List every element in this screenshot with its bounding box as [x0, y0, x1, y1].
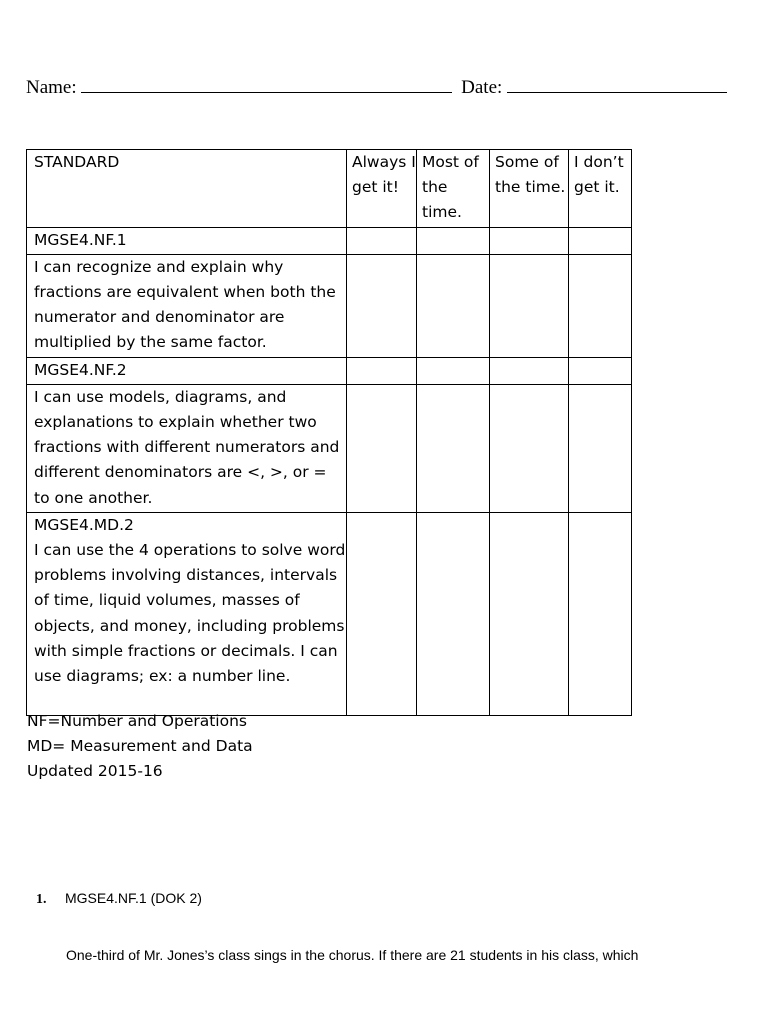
header-standard: STANDARD — [27, 150, 347, 228]
standard-statement-row — [27, 254, 632, 357]
date-label: Date: — [461, 77, 503, 98]
standard-code: MGSE4.MD.2 — [34, 515, 134, 534]
standard-code: MGSE4.NF.1 — [27, 227, 347, 254]
standard-cell — [27, 512, 347, 715]
question-number: 1. — [36, 892, 47, 907]
self-assessment-table — [26, 149, 632, 716]
rating-cell[interactable] — [347, 384, 417, 512]
standard-statement: I can use the 4 operations to solve word problems involving distances, intervals of time, liquid volumes, masses of objects, and money, including problems with simple fractions or decimals. I can use diagrams; ex: a number line. — [34, 541, 346, 686]
rating-cell[interactable] — [569, 384, 632, 512]
rating-cell[interactable] — [490, 357, 569, 384]
standard-statement: I can use models, diagrams, and explanations to explain whether two fractions with different numerators and different denominators are <, >, or = to one another. — [27, 384, 347, 512]
standard-row — [27, 512, 632, 715]
rating-cell[interactable] — [569, 227, 632, 254]
standard-statement-row — [27, 384, 632, 512]
standard-code-row — [27, 357, 632, 384]
name-label: Name: — [26, 77, 77, 98]
rating-cell[interactable] — [347, 254, 417, 357]
header-some: Some of the time. — [490, 150, 569, 228]
rating-cell[interactable] — [490, 384, 569, 512]
standard-code: MGSE4.NF.2 — [27, 357, 347, 384]
note-updated: Updated 2015-16 — [27, 762, 163, 781]
rating-cell[interactable] — [347, 227, 417, 254]
rating-cell[interactable] — [490, 227, 569, 254]
rating-cell[interactable] — [417, 512, 490, 715]
date-field[interactable] — [507, 74, 727, 93]
header-most: Most of the time. — [417, 150, 490, 228]
header-dont: I don’t get it. — [569, 150, 632, 228]
rating-cell[interactable] — [347, 357, 417, 384]
question-heading — [36, 888, 202, 910]
standard-statement: I can recognize and explain why fractions are equivalent when both the numerator and denominator are multiplied by the same factor. — [27, 254, 347, 357]
standard-code-row — [27, 227, 632, 254]
rating-cell[interactable] — [417, 357, 490, 384]
note-md: MD= Measurement and Data — [27, 737, 253, 756]
note-nf: NF=Number and Operations — [27, 712, 247, 730]
rating-cell[interactable] — [417, 227, 490, 254]
name-field[interactable] — [81, 74, 452, 93]
question-prompt: One-third of Mr. Jones’s class sings in the chorus. If there are 21 students in his class, which — [66, 947, 639, 963]
rating-cell[interactable] — [569, 512, 632, 715]
header-always: Always I get it! — [347, 150, 417, 228]
rating-cell[interactable] — [569, 357, 632, 384]
question-standard: MGSE4.NF.1 (DOK 2) — [65, 890, 202, 906]
rating-cell[interactable] — [490, 254, 569, 357]
rating-cell[interactable] — [417, 254, 490, 357]
rating-cell[interactable] — [569, 254, 632, 357]
name-date-header — [26, 74, 736, 100]
rating-cell[interactable] — [490, 512, 569, 715]
rating-cell[interactable] — [347, 512, 417, 715]
legend-notes — [27, 709, 253, 785]
rating-cell[interactable] — [417, 384, 490, 512]
header-row — [27, 150, 632, 228]
